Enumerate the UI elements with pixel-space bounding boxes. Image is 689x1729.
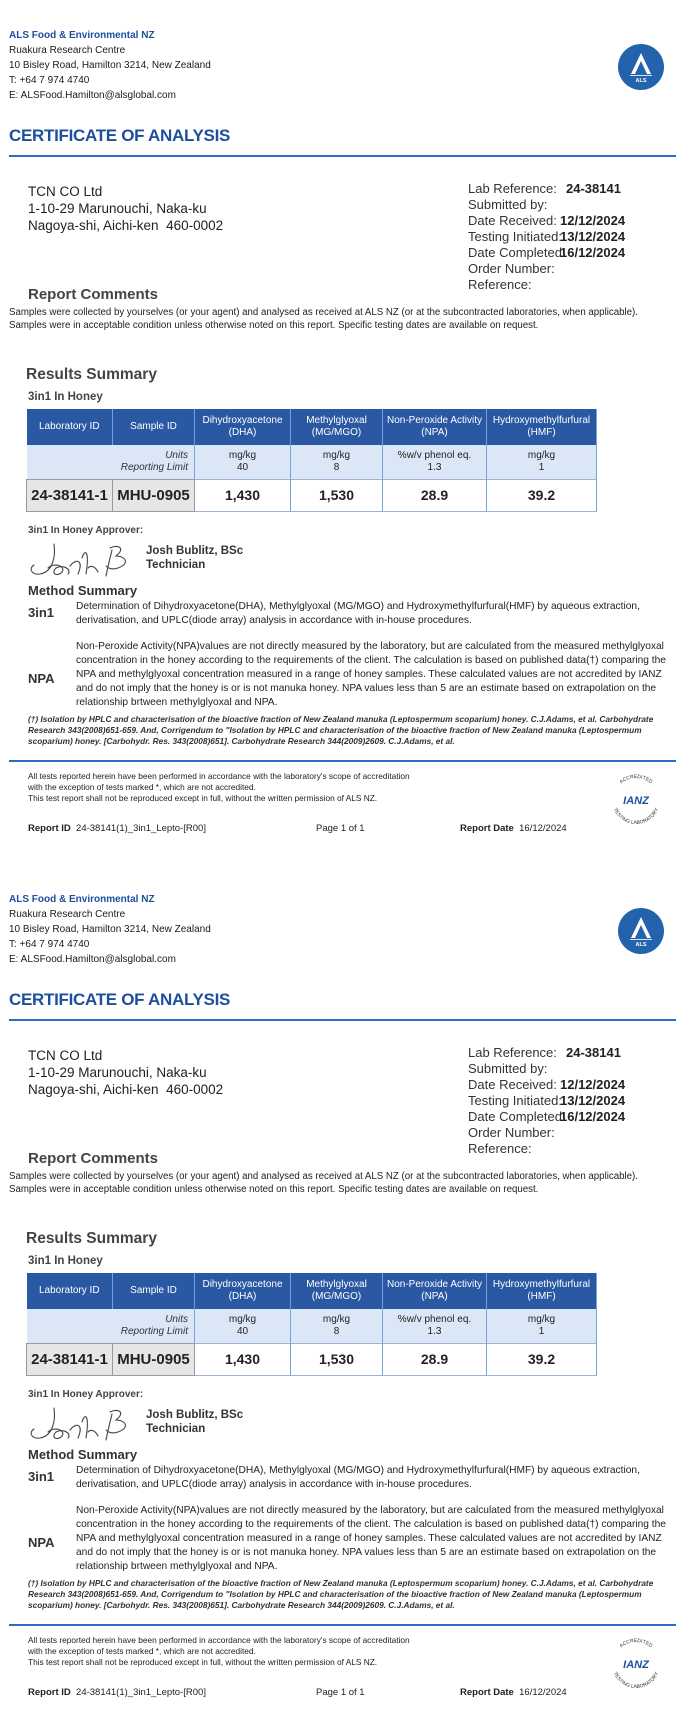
page-number: Page 1 of 1 [316, 823, 365, 834]
disclaimer-line: This test report shall not be reproduced except in full, without the written permission of ALS NZ. [28, 1657, 378, 1667]
reporting-limit-label: Reporting Limit [120, 1325, 188, 1337]
lab-info-label: Reference: [468, 277, 532, 292]
address-line: 10 Bisley Road, Hamilton 3214, New Zealand [9, 924, 211, 935]
table-row [27, 479, 597, 511]
lab-info-row [468, 1061, 625, 1077]
svg-text:ACCREDITED [619, 774, 654, 786]
unit-value: mg/kg [322, 1313, 351, 1325]
npa-value: 28.9 [383, 1343, 487, 1375]
method-description: Non-Peroxide Activity(NPA)values are not directly measured by the laboratory, but are calculated from the measured methylglyoxal concentration in the honey according to the requirements of the client. The calculation is based on published data(†) comparing the NPA and methylglyoxal concentration measured in a range of honey samples. These calculated values are not accredited by IANZ and do not imply that the honey is or is not manuka honey. NPA values less than 5 are an estimate based on extrapolation on the relationship brtween methylglyoxal and NPA. [76, 1505, 666, 1572]
disclaimer-line: This test report shall not be reproduced except in full, without the written permission of ALS NZ. [28, 793, 378, 803]
lab-info-row [468, 1077, 625, 1093]
ianz-seal-icon [606, 1634, 666, 1694]
units-label: Units [165, 449, 188, 461]
column-header: Methylglyoxal (MG/MGO) [291, 409, 383, 445]
unit-value: mg/kg [228, 1313, 257, 1325]
ianz-ring-bottom: TESTING LABORATORY [611, 807, 661, 827]
logo-text: ALS [635, 942, 647, 948]
column-header: Laboratory ID [27, 1273, 113, 1309]
phone-line: T: +64 7 974 4740 [9, 75, 90, 86]
lab-info-label: Order Number: [468, 261, 555, 276]
column-header: Dihydroxyacetone (DHA) [195, 409, 291, 445]
report-date [460, 823, 567, 834]
column-header: Dihydroxyacetone (DHA) [195, 1273, 291, 1309]
limit-value: 1 [538, 1325, 545, 1337]
logo-text: ALS [635, 78, 647, 84]
lab-name: ALS Food & Environmental NZ [9, 894, 155, 905]
unit-cell [195, 445, 291, 479]
email-line: E: ALSFood.Hamilton@alsglobal.com [9, 954, 176, 965]
lab-info-row [468, 197, 625, 213]
accreditation-disclaimer [28, 771, 410, 804]
document-title: CERTIFICATE OF ANALYSIS [9, 126, 231, 145]
limit-value: 8 [333, 1325, 340, 1337]
report-date-value: 16/12/2024 [519, 823, 567, 834]
disclaimer-line: with the exception of tests marked *, which are not accredited. [28, 1646, 256, 1656]
als-logo-mark [618, 44, 664, 90]
lab-info-value: 12/12/2024 [560, 213, 626, 228]
limit-value: 8 [333, 461, 340, 473]
lab-info-value: 16/12/2024 [560, 245, 626, 260]
footer-divider [9, 760, 676, 762]
results-table [26, 1273, 597, 1376]
column-header: Sample ID [113, 1273, 195, 1309]
signature-text: Josh B [26, 1402, 30, 1403]
lab-id-cell: 24-38141-1 [27, 479, 113, 511]
units-label-cell [27, 445, 195, 479]
lab-info-value: 13/12/2024 [560, 1093, 626, 1108]
disclaimer-line: with the exception of tests marked *, which are not accredited. [28, 782, 256, 792]
results-summary-heading: Results Summary [26, 1230, 157, 1247]
certificate-page [0, 864, 689, 1729]
lab-info-row [468, 245, 625, 261]
method-description: Determination of Dihydroxyacetone(DHA), Methylglyoxal (MG/MGO) and Hydroxymethylfurfural(HMF) by aqueous extraction, derivatisation, and UPLC(diode array) analysis in accordance with in-house procedures. [76, 1465, 640, 1490]
report-date-label: Report Date [460, 1687, 514, 1698]
report-id [28, 823, 206, 834]
client-address [28, 183, 223, 234]
report-id [28, 1687, 206, 1698]
report-id-value: 24-38141(1)_3in1_Lepto-[R00] [76, 823, 206, 834]
disclaimer-line: All tests reported herein have been performed in accordance with the laboratory's scope of accreditation [28, 1635, 410, 1645]
unit-value: %w/v phenol eq. [397, 449, 472, 461]
lab-name: ALS Food & Environmental NZ [9, 30, 155, 41]
lab-info-row [468, 181, 625, 197]
ianz-ring-bottom: TESTING LABORATORY [611, 1671, 661, 1691]
sample-id-cell: MHU-0905 [113, 479, 195, 511]
handwritten-signature [26, 1402, 138, 1448]
client-address-line: 1-10-29 Marunouchi, Naka-ku [28, 201, 207, 216]
lab-info-block [468, 181, 625, 293]
lab-info-label: Order Number: [468, 1125, 555, 1140]
lab-info-row [468, 1093, 625, 1109]
mgo-value: 1,530 [291, 1343, 383, 1375]
lab-info-value: 24-38141 [566, 1045, 621, 1060]
accreditation-disclaimer [28, 1635, 410, 1668]
client-address [28, 1047, 223, 1098]
unit-value: mg/kg [322, 449, 351, 461]
unit-cell [487, 1309, 597, 1343]
signer-title: Technician [146, 559, 206, 571]
report-comments-text: Samples were collected by yourselves (or your agent) and analysed as received at ALS NZ (or at the subcontracted laboratories, when applicable). Samples were in acceptable condition unless otherwise noted on this report. Specific testing dates are available on request. [9, 1171, 638, 1195]
results-summary-heading: Results Summary [26, 366, 157, 383]
method-summary-heading: Method Summary [28, 583, 138, 598]
als-logo-mark [618, 908, 664, 954]
report-comments-text: Samples were collected by yourselves (or your agent) and analysed as received at ALS NZ (or at the subcontracted laboratories, when applicable). Samples were in acceptable condition unless otherwise noted on this report. Specific testing dates are available on request. [9, 307, 638, 331]
column-header: Hydroxymethylfurfural (HMF) [487, 409, 597, 445]
lab-info-label: Date Completed: [468, 1109, 566, 1124]
phone-line: T: +64 7 974 4740 [9, 939, 90, 950]
approver-label: 3in1 In Honey Approver: [28, 1389, 144, 1400]
lab-info-label: Testing Initiated: [468, 229, 562, 244]
handwritten-signature [26, 538, 138, 584]
lab-info-row [468, 213, 625, 229]
ianz-accreditation-seal [606, 770, 666, 830]
units-label-cell [27, 1309, 195, 1343]
hmf-value: 39.2 [487, 479, 597, 511]
lab-info-label: Date Received: [468, 1077, 557, 1092]
signer-title: Technician [146, 1423, 206, 1435]
method-description: Non-Peroxide Activity(NPA)values are not directly measured by the laboratory, but are calculated from the measured methylglyoxal concentration in the honey according to the requirements of the client. The calculation is based on published data(†) comparing the NPA and methylglyoxal concentration measured in a range of honey samples. These calculated values are not accredited by IANZ and do not imply that the honey is or is not manuka honey. NPA values less than 5 are an estimate based on extrapolation on the relationship brtween methylglyoxal and NPA. [76, 641, 666, 708]
lab-info-row [468, 1045, 625, 1061]
table-header-row [27, 1273, 597, 1309]
column-header: Non-Peroxide Activity (NPA) [383, 1273, 487, 1309]
lab-info-label: Date Received: [468, 213, 557, 228]
lab-info-label: Lab Reference: [468, 181, 557, 196]
signature-image [26, 538, 138, 589]
units-label: Units [165, 1313, 188, 1325]
svg-text:TESTING LABORATORY [612, 1671, 661, 1690]
als-logo [618, 44, 664, 90]
report-comments-heading: Report Comments [28, 286, 159, 303]
unit-cell [383, 445, 487, 479]
column-header: Non-Peroxide Activity (NPA) [383, 409, 487, 445]
hmf-value: 39.2 [487, 1343, 597, 1375]
report-id-value: 24-38141(1)_3in1_Lepto-[R00] [76, 1687, 206, 1698]
method-code: 3in1 [28, 605, 55, 620]
ianz-text: IANZ [623, 1659, 649, 1671]
address-line: 10 Bisley Road, Hamilton 3214, New Zealand [9, 60, 211, 71]
unit-value: mg/kg [527, 449, 556, 461]
title-divider [9, 1019, 676, 1021]
column-header: Methylglyoxal (MG/MGO) [291, 1273, 383, 1309]
units-row [27, 445, 597, 479]
address-line: Ruakura Research Centre [9, 45, 126, 56]
matrix-label: 3in1 In Honey [28, 1255, 103, 1267]
lab-info-row [468, 1125, 625, 1141]
signer-name: Josh Bublitz, BSc [146, 1409, 244, 1421]
unit-cell [195, 1309, 291, 1343]
lab-info-row [468, 261, 625, 277]
ianz-accreditation-seal [606, 1634, 666, 1694]
npa-value: 28.9 [383, 479, 487, 511]
unit-value: mg/kg [228, 449, 257, 461]
als-logo [618, 908, 664, 954]
unit-cell [291, 445, 383, 479]
client-address-line: Nagoya-shi, Aichi-ken 460-0002 [28, 1082, 224, 1097]
limit-value: 1 [538, 461, 545, 473]
footer-divider [9, 1624, 676, 1626]
lab-info-value: 12/12/2024 [560, 1077, 626, 1092]
mgo-value: 1,530 [291, 479, 383, 511]
unit-cell [383, 1309, 487, 1343]
table-row [27, 1343, 597, 1375]
signer-block [146, 544, 243, 572]
column-header: Hydroxymethylfurfural (HMF) [487, 1273, 597, 1309]
page-number: Page 1 of 1 [316, 1687, 365, 1698]
signer-name: Josh Bublitz, BSc [146, 545, 244, 557]
lab-info-label: Reference: [468, 1141, 532, 1156]
dha-value: 1,430 [195, 479, 291, 511]
lab-info-value: 13/12/2024 [560, 229, 626, 244]
reference-footnote: (†) Isolation by HPLC and characterisation of the bioactive fraction of New Zealand manuka (Leptospermum scoparium) honey. C.J.Adams, et al. Carbohydrate Research 343(2008)651-659. And, Corrigendum to "Isolation by HPLC and characterisation of the bioactive fraction of New Zealand manuka (Leptospermum scoparium) honey. [Carbohydr. Res. 343(2008)651]. Carbohydrate Research 344(2009)2609. C.J.Adams, et al. [28, 1578, 654, 1610]
reporting-limit-label: Reporting Limit [120, 461, 188, 473]
results-table [26, 409, 597, 512]
client-name: TCN CO Ltd [28, 184, 103, 199]
report-id-label: Report ID [28, 823, 71, 834]
title-divider [9, 155, 676, 157]
method-summary-heading: Method Summary [28, 1447, 138, 1462]
dha-value: 1,430 [195, 1343, 291, 1375]
disclaimer-line: All tests reported herein have been performed in accordance with the laboratory's scope of accreditation [28, 771, 410, 781]
ianz-text: IANZ [623, 795, 649, 807]
lab-info-value: 16/12/2024 [560, 1109, 626, 1124]
report-date [460, 1687, 567, 1698]
lab-id-cell: 24-38141-1 [27, 1343, 113, 1375]
address-line: Ruakura Research Centre [9, 909, 126, 920]
document-title: CERTIFICATE OF ANALYSIS [9, 990, 231, 1009]
lab-info-row [468, 1141, 625, 1157]
limit-value: 1.3 [427, 461, 442, 473]
unit-value: mg/kg [527, 1313, 556, 1325]
lab-info-row [468, 229, 625, 245]
limit-value: 40 [236, 461, 249, 473]
lab-info-label: Testing Initiated: [468, 1093, 562, 1108]
client-address-line: Nagoya-shi, Aichi-ken 460-0002 [28, 218, 224, 233]
lab-info-label: Submitted by: [468, 197, 548, 212]
lab-header [9, 892, 211, 967]
signer-block [146, 1408, 243, 1436]
client-name: TCN CO Ltd [28, 1048, 103, 1063]
email-line: E: ALSFood.Hamilton@alsglobal.com [9, 90, 176, 101]
svg-text:TESTING LABORATORY [612, 807, 661, 826]
unit-cell [291, 1309, 383, 1343]
lab-info-value: 24-38141 [566, 181, 621, 196]
signature-text: Josh B [26, 538, 30, 539]
certificate-page [0, 0, 689, 864]
report-date-label: Report Date [460, 823, 514, 834]
unit-value: %w/v phenol eq. [397, 1313, 472, 1325]
lab-info-row [468, 277, 625, 293]
unit-cell [487, 445, 597, 479]
lab-header [9, 28, 211, 103]
column-header: Sample ID [113, 409, 195, 445]
ianz-seal-icon [606, 770, 666, 830]
lab-info-row [468, 1109, 625, 1125]
method-code: 3in1 [28, 1469, 55, 1484]
signature-image [26, 1402, 138, 1453]
matrix-label: 3in1 In Honey [28, 391, 103, 403]
report-comments-heading: Report Comments [28, 1150, 159, 1167]
method-description: Determination of Dihydroxyacetone(DHA), Methylglyoxal (MG/MGO) and Hydroxymethylfurfural(HMF) by aqueous extraction, derivatisation, and UPLC(diode array) analysis in accordance with in-house procedures. [76, 601, 640, 626]
ianz-ring-top: ACCREDITED [618, 1637, 654, 1650]
report-date-value: 16/12/2024 [519, 1687, 567, 1698]
client-address-line: 1-10-29 Marunouchi, Naka-ku [28, 1065, 207, 1080]
approver-label: 3in1 In Honey Approver: [28, 525, 144, 536]
lab-info-label: Lab Reference: [468, 1045, 557, 1060]
svg-text:ACCREDITED [619, 1638, 654, 1650]
reference-footnote: (†) Isolation by HPLC and characterisation of the bioactive fraction of New Zealand manuka (Leptospermum scoparium) honey. C.J.Adams, et al. Carbohydrate Research 343(2008)651-659. And, Corrigendum to "Isolation by HPLC and characterisation of the bioactive fraction of New Zealand manuka (Leptospermum scoparium) honey. [Carbohydr. Res. 343(2008)651]. Carbohydrate Research 344(2009)2609. C.J.Adams, et al. [28, 714, 654, 746]
method-code: NPA [28, 1535, 55, 1550]
method-code: NPA [28, 671, 55, 686]
limit-value: 40 [236, 1325, 249, 1337]
ianz-ring-top: ACCREDITED [618, 773, 654, 786]
lab-info-block [468, 1045, 625, 1157]
sample-id-cell: MHU-0905 [113, 1343, 195, 1375]
column-header: Laboratory ID [27, 409, 113, 445]
lab-info-label: Date Completed: [468, 245, 566, 260]
table-header-row [27, 409, 597, 445]
report-id-label: Report ID [28, 1687, 71, 1698]
limit-value: 1.3 [427, 1325, 442, 1337]
lab-info-label: Submitted by: [468, 1061, 548, 1076]
units-row [27, 1309, 597, 1343]
